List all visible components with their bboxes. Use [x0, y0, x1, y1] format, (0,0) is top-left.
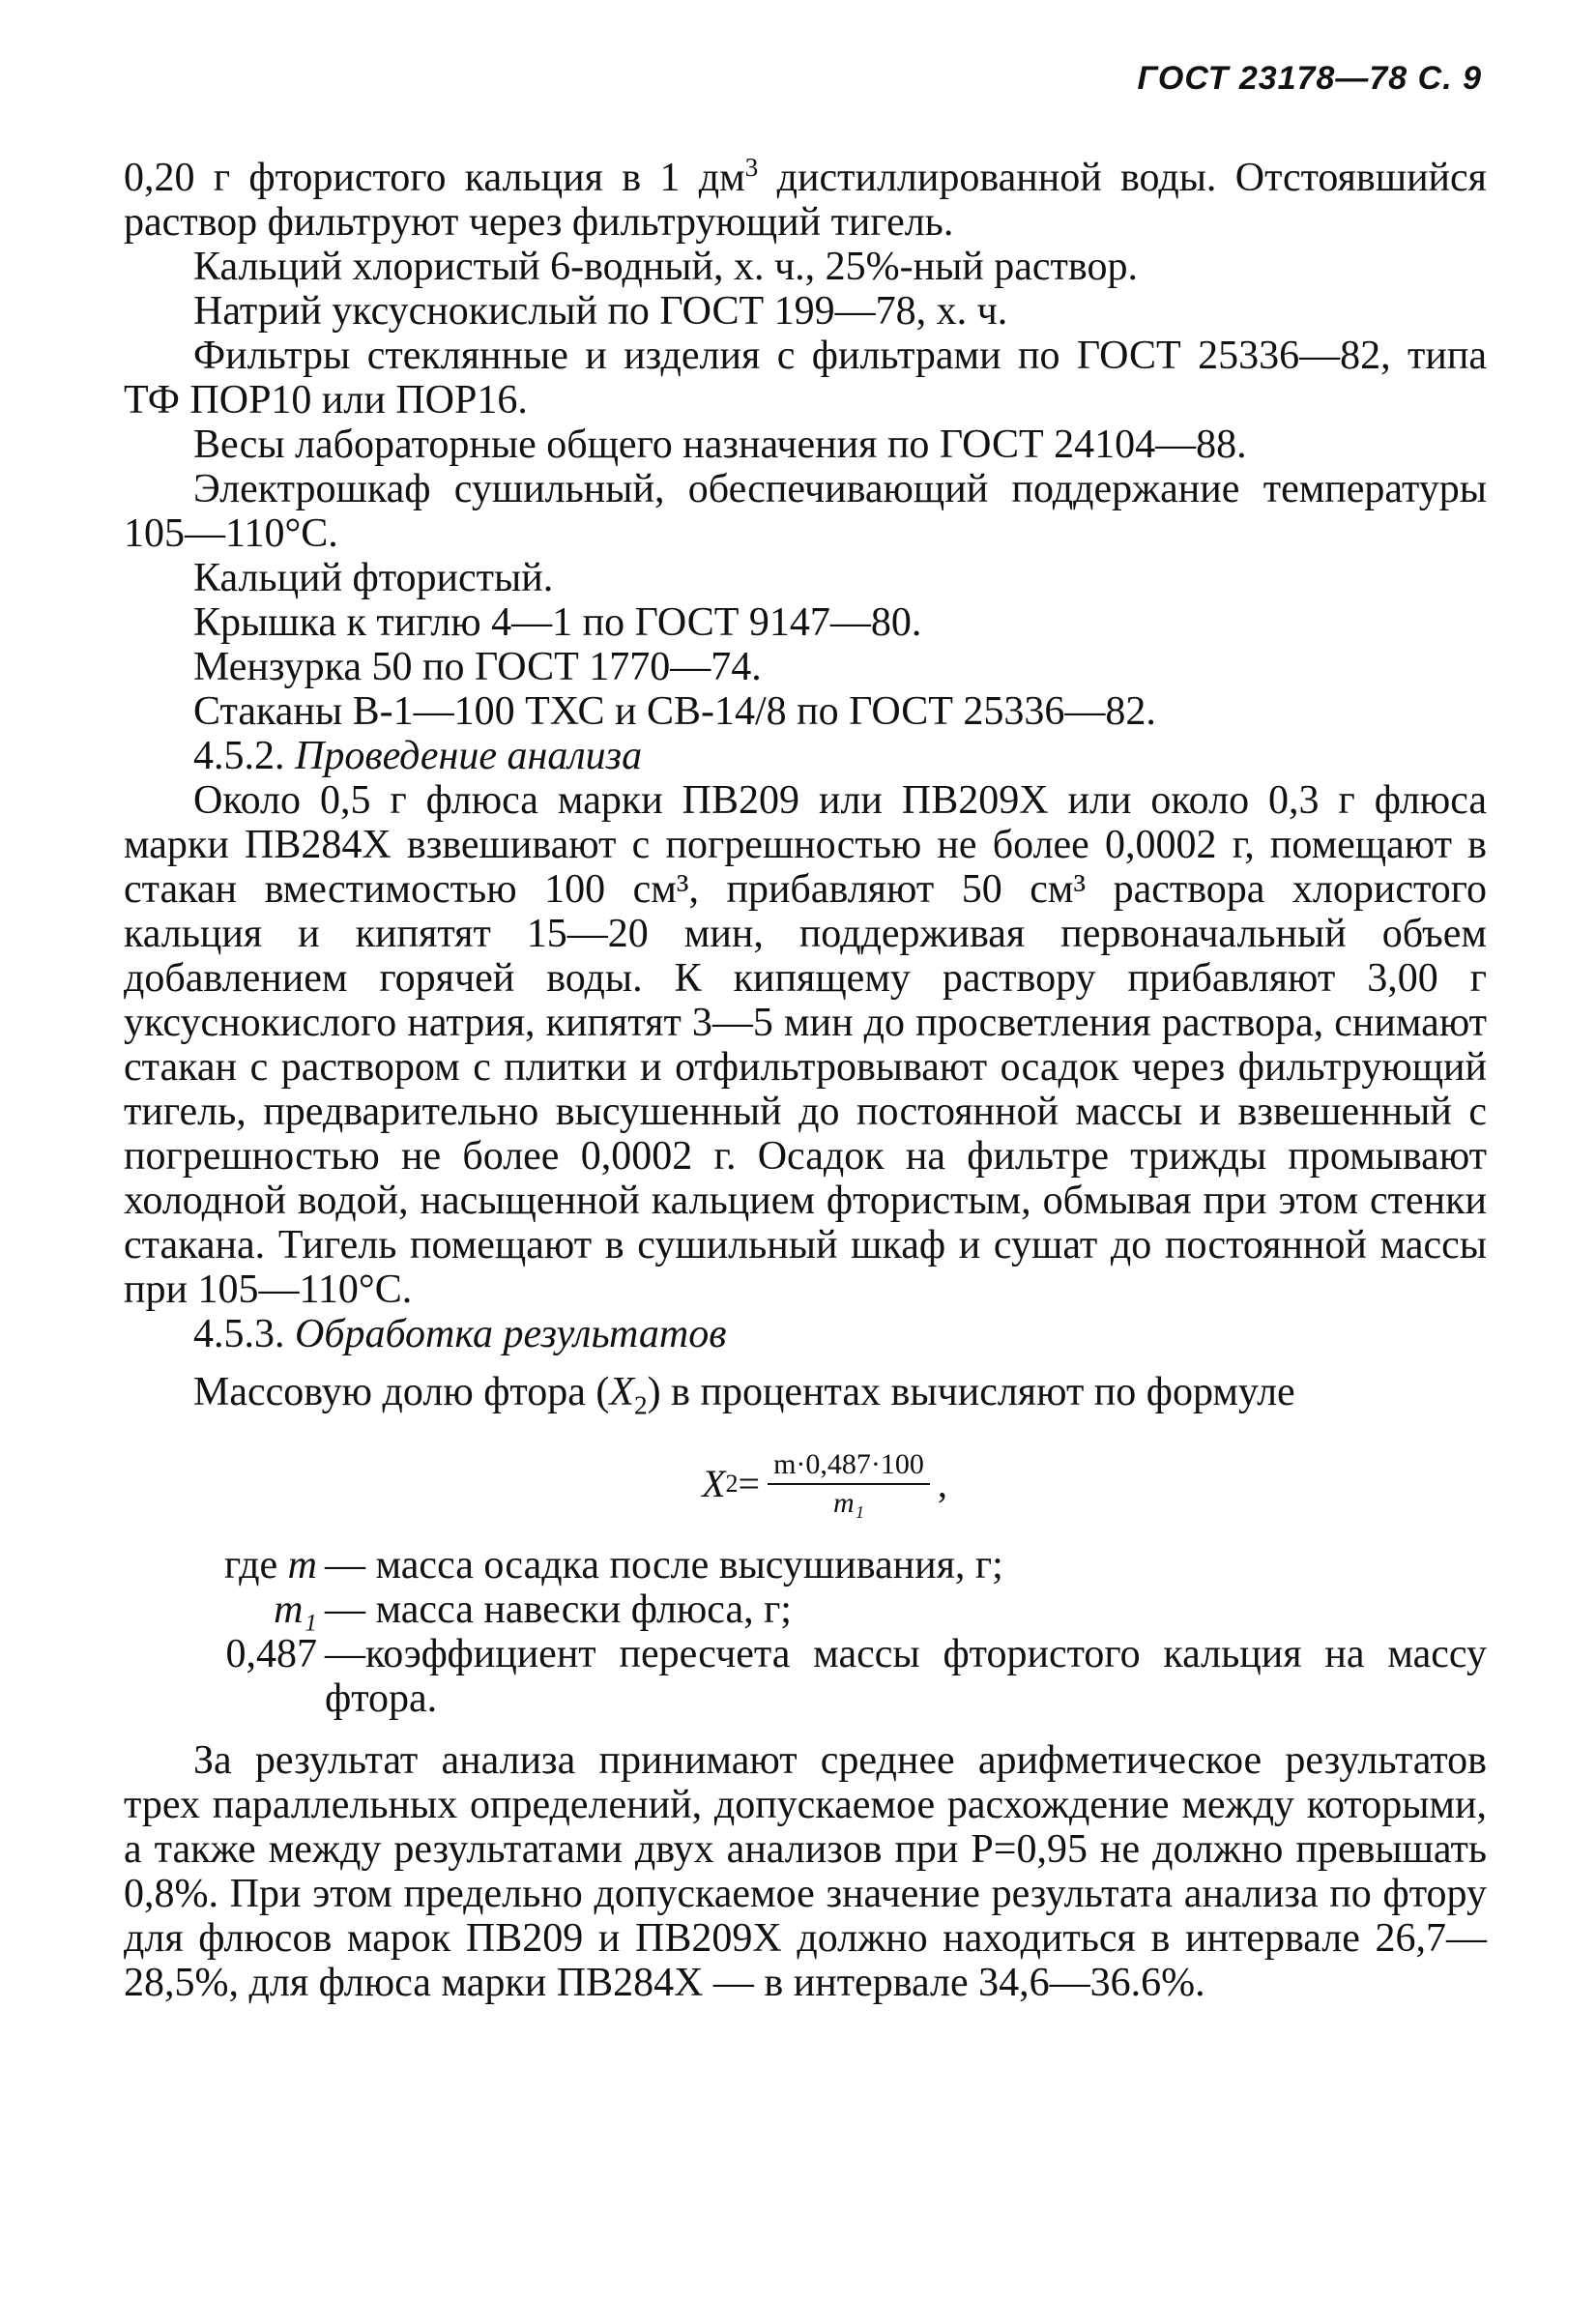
reagent-item: Кальций хлористый 6-водный, х. ч., 25%-ный раствор. [193, 245, 1138, 289]
formula-equals: = [738, 1462, 761, 1506]
reagent-item: Электрошкаф сушильный, обеспечивающий поддержание температуры 105—110°С. [124, 467, 1487, 556]
section-4-5-2-text: Около 0,5 г флюса марки ПВ209 или ПВ209Х или около 0,3 г флюса марки ПВ284Х взвешивают с погрешностью не более 0,0002 г, помещают в стакан вместимостью 100 см³, прибавляют 50 см³ раствора хлористого кальция и кипятят 15—20 мин, поддерживая первоначальный объем добавлением горячей воды. К кипящему раствору прибавляют 3,00 г уксуснокислого натрия, кипятят 3—5 мин до просветления раствора, снимают стакан с раствором с плитки и отфильтровывают осадок через фильтрующий тигель, предварительно высушенный до постоянной массы и взвешенный с погрешностью не более 0,0002 г. Осадок на фильтре трижды промывают холодной водой, насыщенной кальцием фтористым, обмывая при этом стенки стакана. Тигель помещают в сушильный шкаф и сушат до постоянной массы при 105—110°С. [124, 778, 1487, 1312]
formula-fraction [768, 1448, 930, 1520]
spacer [124, 1356, 1487, 1370]
reagent-item: Мензурка 50 по ГОСТ 1770—74. [193, 645, 762, 689]
definition-row [162, 1632, 1487, 1721]
definition-symbol-text: m₁ [274, 1587, 317, 1633]
section-heading-4-5-3 [124, 1312, 1487, 1356]
formula-tail: , [937, 1462, 947, 1506]
formula-numerator: m·0,487·100 [773, 1448, 924, 1481]
intro-superscript: 3 [744, 153, 759, 182]
formula-lead-variable: X [609, 1370, 634, 1414]
formula-lead-start: Массовую долю фтора ( [193, 1370, 610, 1414]
reagent-item: Кальций фтористый. [193, 556, 554, 600]
formula-lead-subscript: 2 [634, 1390, 648, 1420]
intro-text-start: 0,20 г фтористого кальция в 1 дм [124, 156, 745, 200]
formula [124, 1448, 1487, 1520]
definition-row [162, 1543, 1487, 1587]
section-title: Обработка результатов [295, 1312, 727, 1356]
intro-paragraph [124, 145, 1487, 245]
reagent-item: Фильтры стеклянные и изделия с фильтрами по ГОСТ 25336—82, типа ТФ ПОР10 или ПОР16. [124, 334, 1487, 422]
formula-lhs-variable: X [702, 1462, 726, 1506]
definition-symbol: 0,487 [225, 1632, 317, 1677]
reagent-item: Натрий уксуснокислый по ГОСТ 199—78, х. ч. [193, 289, 1008, 334]
reagent-item: Весы лабораторные общего назначения по ГОСТ 24104—88. [193, 422, 1247, 467]
section-number: 4.5.2. [193, 734, 285, 778]
definition-row [162, 1587, 1487, 1632]
section-title: Проведение анализа [295, 734, 643, 778]
reagent-item: Стаканы В-1—100 ТХС и СВ-14/8 по ГОСТ 25336—82. [193, 689, 1156, 734]
definition-text: — масса осадка после высушивания, г; [325, 1543, 1003, 1588]
formula-lead-end: ) в процентах вычисляют по формуле [647, 1370, 1295, 1414]
definition-text: —коэффициент пересчета массы фтористого кальция на массу фтора. [325, 1632, 1487, 1722]
formula-lead-text [124, 1370, 1487, 1427]
definitions-list [162, 1543, 1487, 1721]
definition-symbol-text: m [287, 1543, 317, 1588]
formula-denominator: m₁ [832, 1487, 865, 1520]
page-header: ГОСТ 23178—78 С. 9 [1137, 60, 1482, 97]
formula-lhs-subscript: 2 [725, 1470, 739, 1499]
reagent-item: Крышка к тиглю 4—1 по ГОСТ 9147—80. [193, 600, 922, 645]
definition-symbol [162, 1587, 317, 1632]
definition-text: — масса навески флюса, г; [325, 1587, 792, 1633]
conclusion-paragraph: За результат анализа принимают среднее арифметическое результатов трех параллельных определений, допускаемое расхождение между которыми, а также между результатами двух анализов при P=0,95 не должно превышать 0,8%. При этом предельно допускаемое значение результата анализа по фтору для флюсов марок ПВ209 и ПВ209Х должно находиться в интервале 26,7—28,5%, для флюса марки ПВ284Х — в интервале 34,6—36.6%. [124, 1738, 1487, 2006]
document-body [124, 145, 1487, 2005]
definition-symbol [162, 1543, 317, 1587]
definition-prefix: где [224, 1543, 288, 1588]
section-number: 4.5.3. [193, 1312, 285, 1356]
intro-text-end: дистиллированной воды. Отстоявшийся раствор фильтруют через фильтрующий тигель. [124, 156, 1487, 245]
section-heading-4-5-2 [124, 734, 1487, 778]
fraction-bar [768, 1483, 930, 1485]
